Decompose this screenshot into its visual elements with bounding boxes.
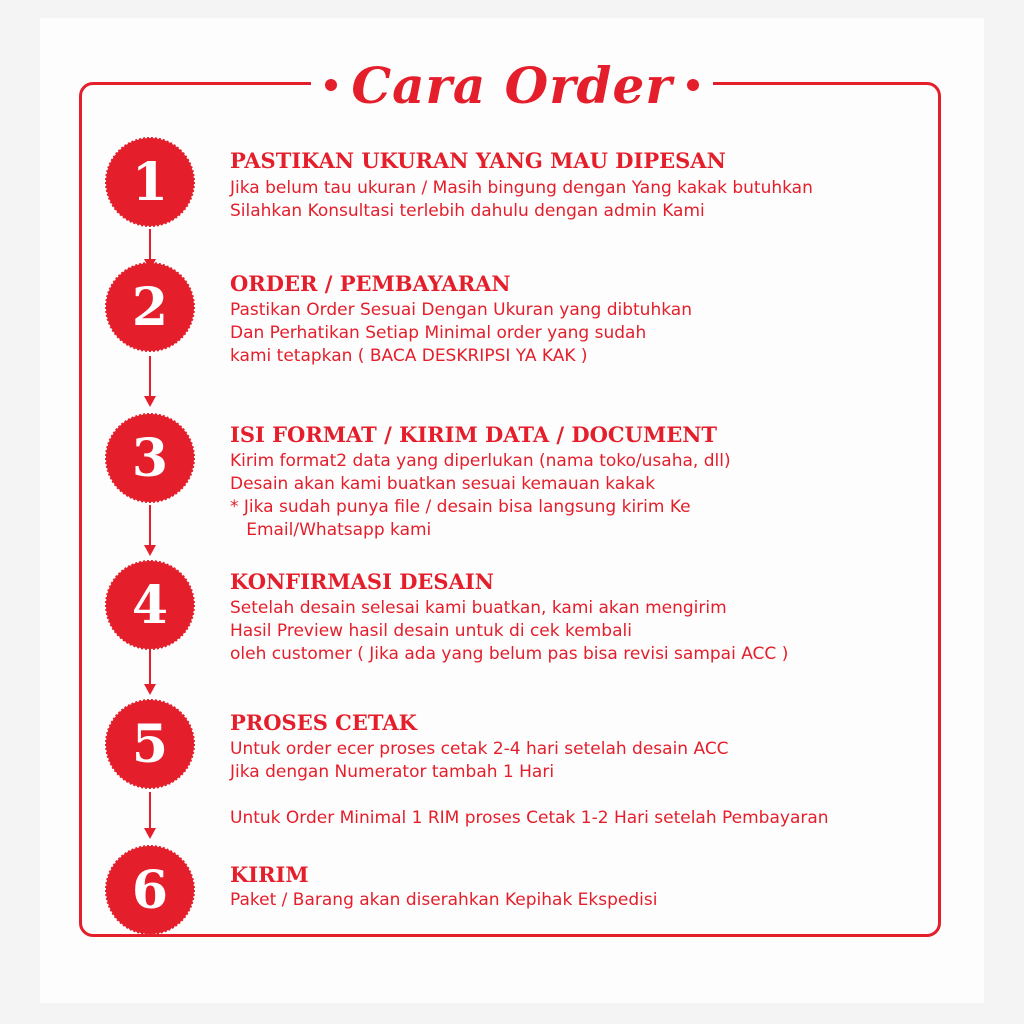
step-4-description [230,597,788,666]
step-5-description [230,738,829,830]
step-3-number: 3 [131,427,169,489]
step-3-badge [105,413,195,503]
step-6-line: Paket / Barang akan diserahkan Kepihak Ekspedisi [230,890,658,910]
title-dot-right-icon [687,79,699,91]
step-5-line: Untuk Order Minimal 1 RIM proses Cetak 1-2 Hari setelah Pembayaran [230,808,829,828]
step-1-badge [105,137,195,227]
step-5-line [230,784,829,807]
step-5-badge [105,699,195,789]
step-1-line: Silahkan Konsultasi terlebih dahulu dengan admin Kami [230,201,705,221]
step-5-line: Untuk order ecer proses cetak 2-4 hari setelah desain ACC [230,739,729,759]
step-6-badge [105,845,195,935]
step-2-number: 2 [131,276,169,338]
step-3-description [230,450,731,542]
step-6-number: 6 [131,859,169,921]
step-2-line: Dan Perhatikan Setiap Minimal order yang sudah [230,323,647,343]
step-6-title: KIRIM [230,862,309,887]
step-4-title: KONFIRMASI DESAIN [230,569,494,594]
step-1-number: 1 [131,151,169,213]
title-area [0,50,1024,120]
step-1-line: Jika belum tau ukuran / Masih bingung dengan Yang kakak butuhkan [230,178,813,198]
step-2-title: ORDER / PEMBAYARAN [230,271,511,296]
step-1-description [230,177,813,223]
step-5-line: Jika dengan Numerator tambah 1 Hari [230,762,555,782]
page-title: Cara Order [351,55,673,115]
arrow-down-icon [143,356,157,408]
step-4-badge [105,560,195,650]
step-3-line: Desain akan kami buatkan sesuai kemauan kakak [230,474,656,494]
step-2-badge [105,262,195,352]
arrow-down-icon [143,792,157,840]
step-3-line: * Jika sudah punya file / desain bisa langsung kirim Ke [230,497,691,517]
title-banner [311,56,712,115]
step-6-description [230,889,657,912]
arrow-down-icon [143,505,157,557]
step-5-title: PROSES CETAK [230,710,417,735]
arrow-down-icon [143,650,157,696]
step-3-title: ISI FORMAT / KIRIM DATA / DOCUMENT [230,422,718,447]
step-1-title: PASTIKAN UKURAN YANG MAU DIPESAN [230,148,726,173]
step-4-line: oleh customer ( Jika ada yang belum pas bisa revisi sampai ACC ) [230,644,789,664]
step-4-line: Hasil Preview hasil desain untuk di cek kembali [230,621,632,641]
step-4-number: 4 [131,574,169,636]
step-4-line: Setelah desain selesai kami buatkan, kami akan mengirim [230,598,727,618]
step-2-description [230,299,692,368]
step-2-line: kami tetapkan ( BACA DESKRIPSI YA KAK ) [230,346,588,366]
step-2-line: Pastikan Order Sesuai Dengan Ukuran yang dibtuhkan [230,300,692,320]
step-3-line: Email/Whatsapp kami [230,520,432,540]
title-dot-left-icon [325,79,337,91]
step-3-line: Kirim format2 data yang diperlukan (nama toko/usaha, dll) [230,451,731,471]
step-5-number: 5 [131,713,169,775]
